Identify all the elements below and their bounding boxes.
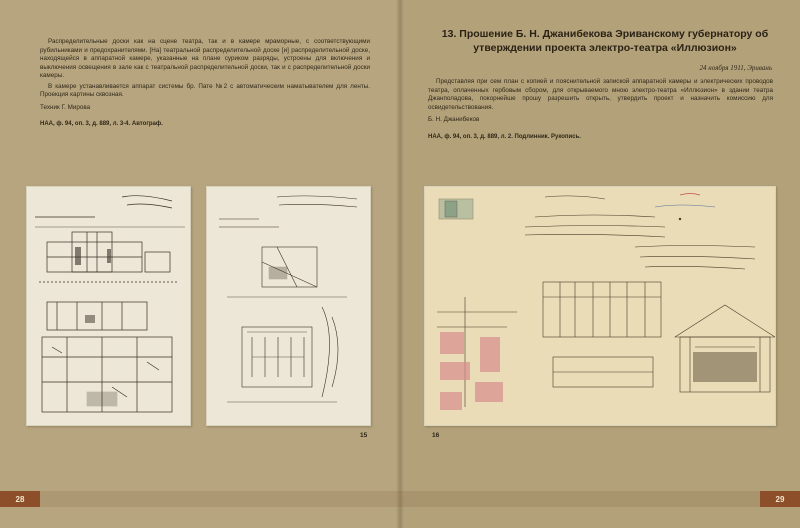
left-archive-reference: НАА, ф. 94, оп. 3, д. 889, л. 3-4. Автограф. [40,121,163,127]
book-gutter [396,0,404,528]
right-text-block [428,78,773,143]
right-archive-reference: НАА, ф. 94, оп. 3, д. 889, л. 2. Подлинник. Рукопись. [428,133,581,140]
footer-band-left [40,491,400,507]
left-signature: Техник Г. Мирова [40,103,91,111]
left-paragraph: В камере устанавливается аппарат системы бр. Пате №2 с автоматическим наматывателем для ленты. Проекция картины сквозная. [40,82,370,98]
right-signature: Б. Н. Джанибеков [428,116,480,123]
document-title: 13. Прошение Б. Н. Джанибекова Эриванскому губернатору об утверждении проекта электро-театра «Иллюзион» [441,28,769,54]
theatre-project-drawing [424,186,776,426]
page-number-left: 28 [0,491,40,507]
plate-number: 15 [360,432,368,439]
floor-plan-drawing [26,186,191,426]
footer-band-right [400,491,760,507]
left-text-block [40,38,370,130]
right-paragraph: Представляя при сем план с копией и пояснительной запиской аппаратной камеры и электрических проводов театра, оплаченных гербовым сбором, для открываемого мною электро-театра «Иллюзион» в здании театра Джанполадова, покорнейше прошу разрешить открыть, утвердить проект и назначить комиссию для освидетельствования. [428,78,773,111]
plate-number: 16 [432,432,440,439]
electrical-scheme-drawing [206,186,371,426]
right-page [400,0,800,528]
page-number-right: 29 [760,491,800,507]
left-paragraph: Распределительные доски как на сцене театра, так и в камере мраморные, с соответствующими рубильниками и предохранителями. [На] театральной распределительной доске [и] распределительной доске, находящейся в аппаратной камере, указанные на плане суриком разряды, устроены для включения и выключения освещения в зале как с театральной распределительной доски, так и с распределительной доски камеры. [40,38,370,79]
document-date: 24 ноября 1911, Эривань [699,64,772,72]
